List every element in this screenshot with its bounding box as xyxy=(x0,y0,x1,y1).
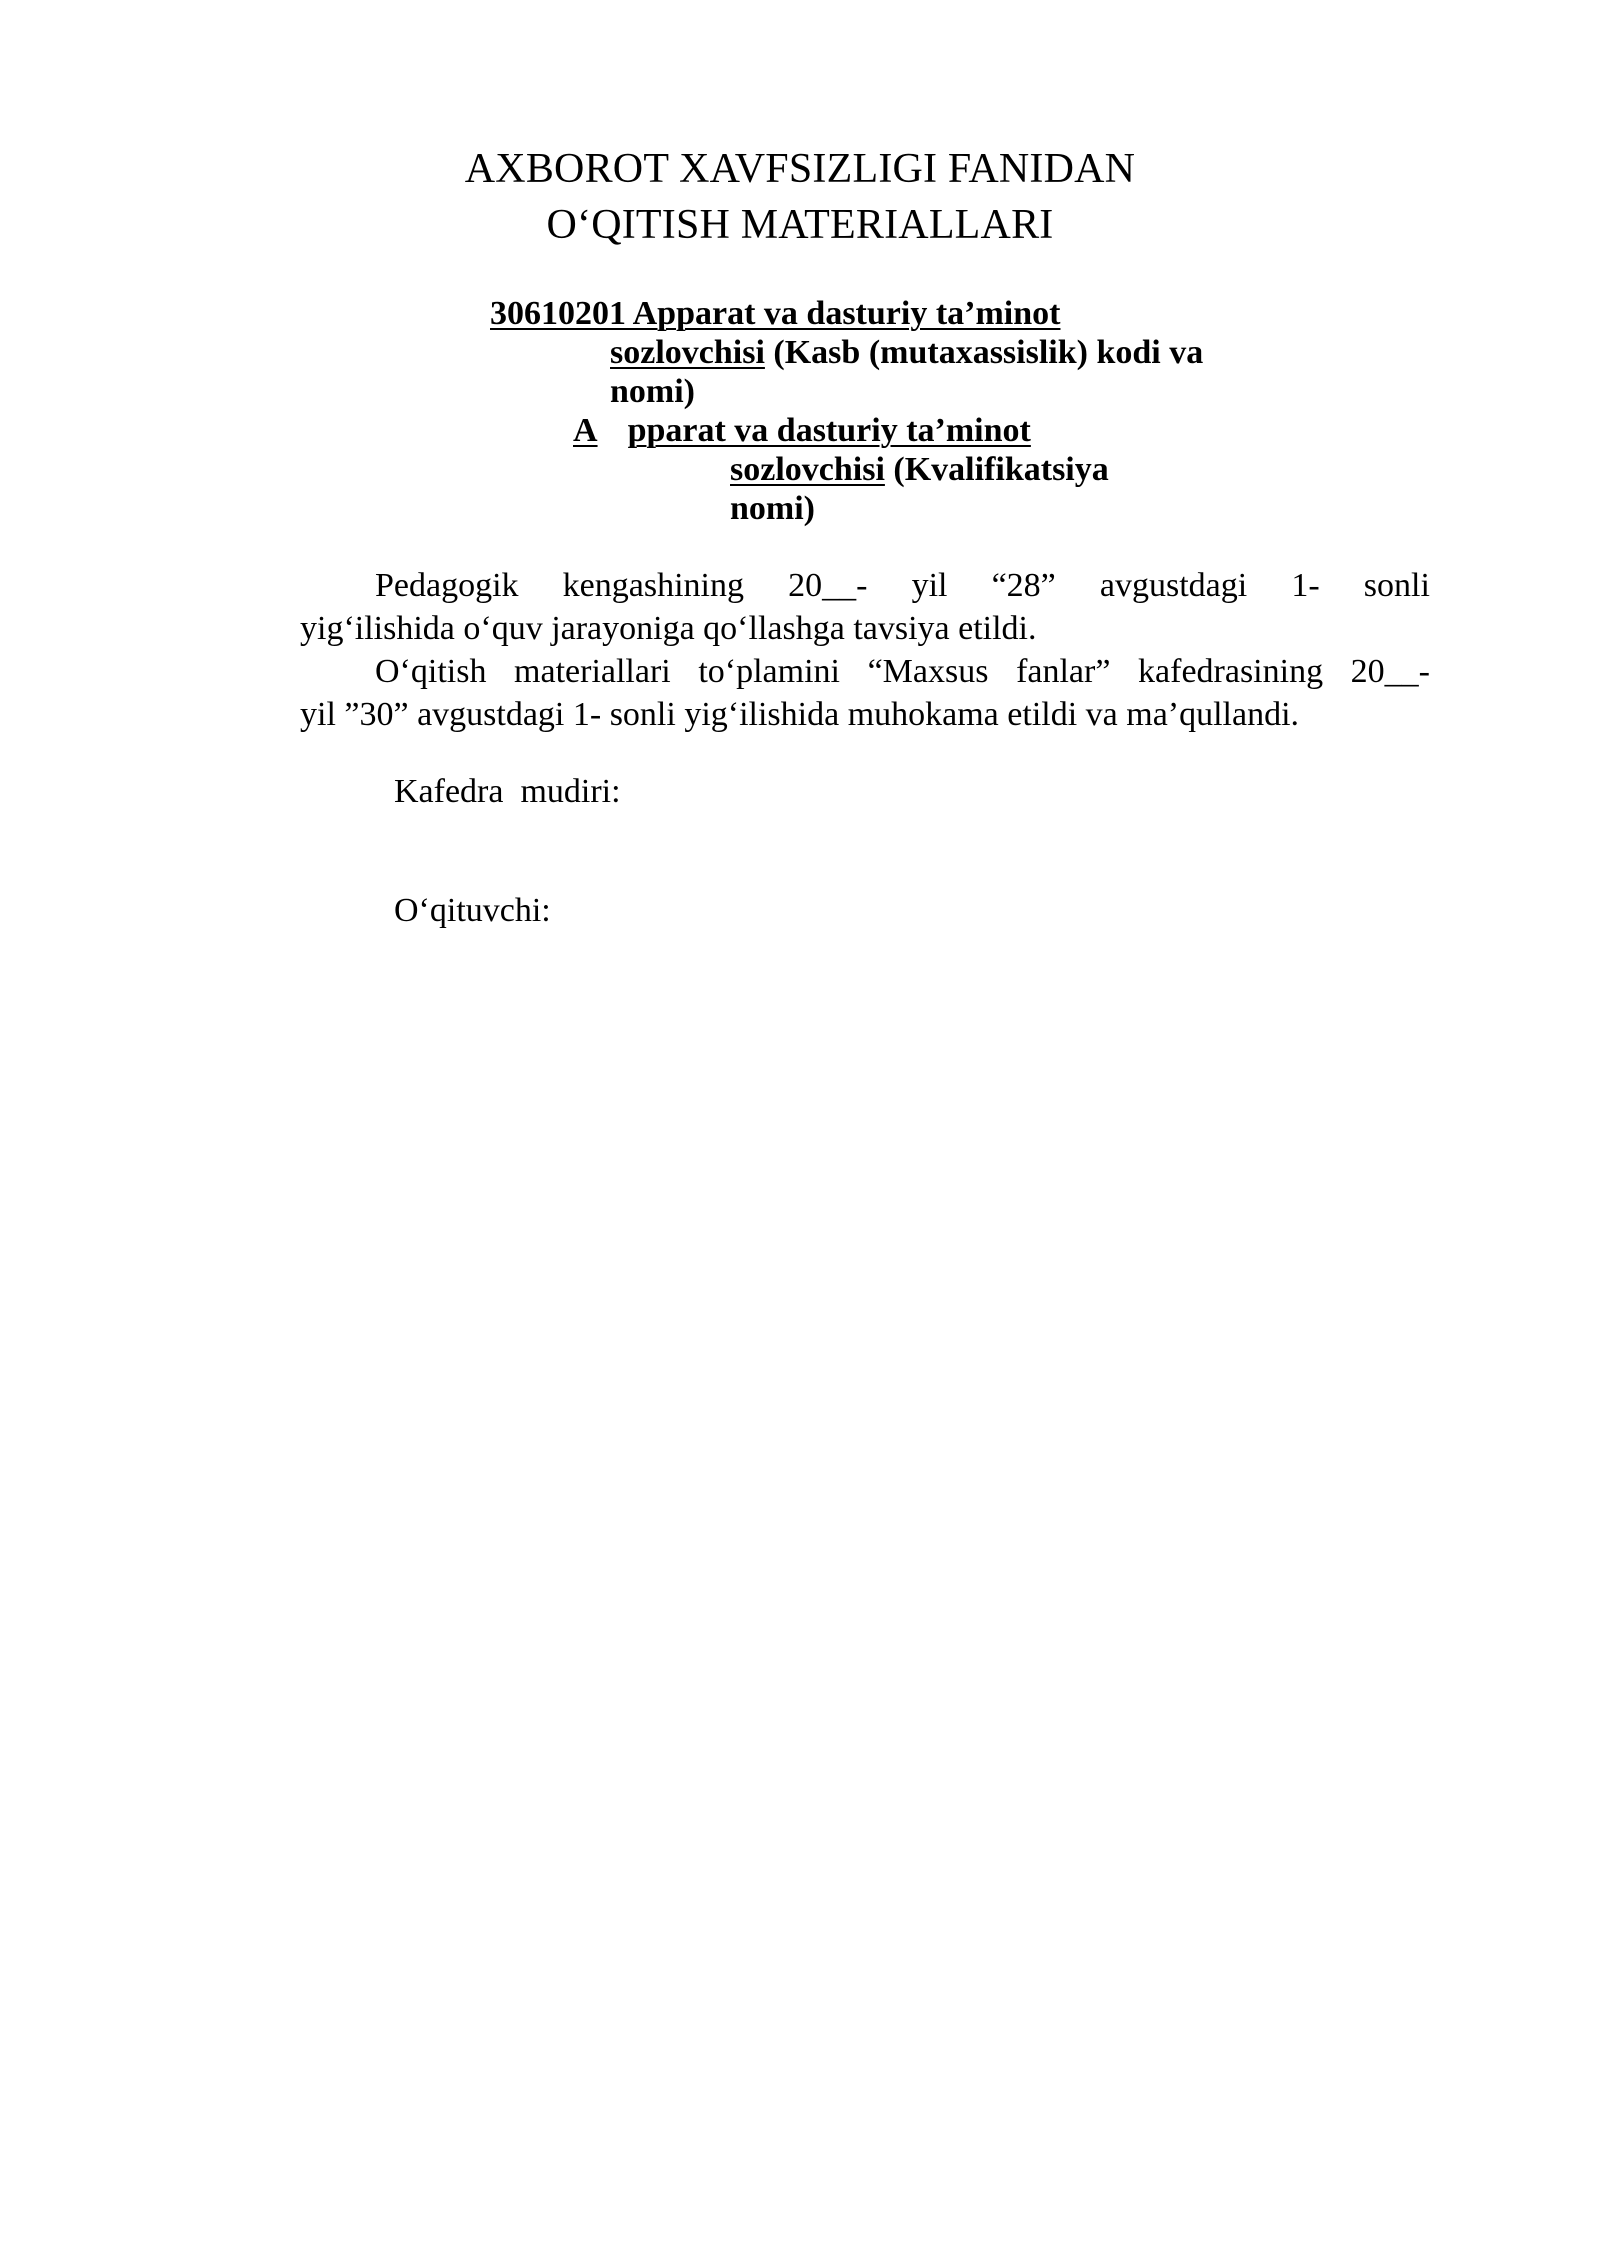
paragraph-approval-line-2: yig‘ilishida o‘quv jarayoniga qo‘llashga tavsiya etildi. xyxy=(300,610,1037,647)
word: Pedagogik xyxy=(375,567,519,604)
paragraph-approval xyxy=(300,564,1430,650)
specialty-line-1 xyxy=(490,294,1060,334)
title-line-2: O‘QITISH MATERIALLARI xyxy=(546,202,1054,248)
qualification-line-2 xyxy=(730,450,1109,490)
word: “Maxsus xyxy=(867,653,989,690)
word: kengashining xyxy=(562,567,744,604)
word: “28” xyxy=(991,567,1056,604)
paragraph-discussion-line-2: yil ”30” avgustdagi 1- sonli yig‘ilishida muhokama etildi va ma’qullandi. xyxy=(300,696,1300,733)
word: materiallari xyxy=(514,653,671,690)
word: 20__- xyxy=(788,567,868,604)
teacher-label: O‘qituvchi: xyxy=(394,892,551,929)
word: avgustdagi xyxy=(1099,567,1248,604)
paragraph-discussion-line-1 xyxy=(300,650,1430,693)
word: 1- xyxy=(1291,567,1320,604)
qualification-line-2-rest: (Kvalifikatsiya xyxy=(884,451,1109,488)
specialty-line-2-underlined: sozlovchisi xyxy=(610,334,765,371)
qualification-line-2-underlined: sozlovchisi xyxy=(730,451,885,488)
word: sonli xyxy=(1363,567,1430,604)
specialty-code-name: 30610201 Apparat va dasturiy ta’minot xyxy=(490,295,1061,332)
word: to‘plamini xyxy=(698,653,840,690)
qualification-line-3: nomi) xyxy=(730,490,815,527)
word: kafedrasining xyxy=(1138,653,1324,690)
document-title xyxy=(0,141,1600,253)
word: 20__- xyxy=(1350,653,1430,690)
qualification-line-1-underlined: pparat va dasturiy ta’minot xyxy=(627,412,1031,449)
paragraph-discussion xyxy=(300,650,1430,736)
paragraph-approval-line-1 xyxy=(300,564,1430,607)
head-of-department-label: Kafedra mudiri: xyxy=(394,773,621,810)
specialty-line-3: nomi) xyxy=(610,373,695,410)
word: yil xyxy=(911,567,948,604)
word: O‘qitish xyxy=(375,653,487,690)
qualification-line-1 xyxy=(573,411,1031,451)
qualification-letter: A xyxy=(573,412,598,449)
specialty-line-2-rest: (Kasb (mutaxassislik) kodi va xyxy=(764,334,1204,371)
specialty-line-2 xyxy=(610,333,1203,373)
title-line-1: AXBOROT XAVFSIZLIGI FANIDAN xyxy=(464,146,1136,192)
word: fanlar” xyxy=(1016,653,1111,690)
